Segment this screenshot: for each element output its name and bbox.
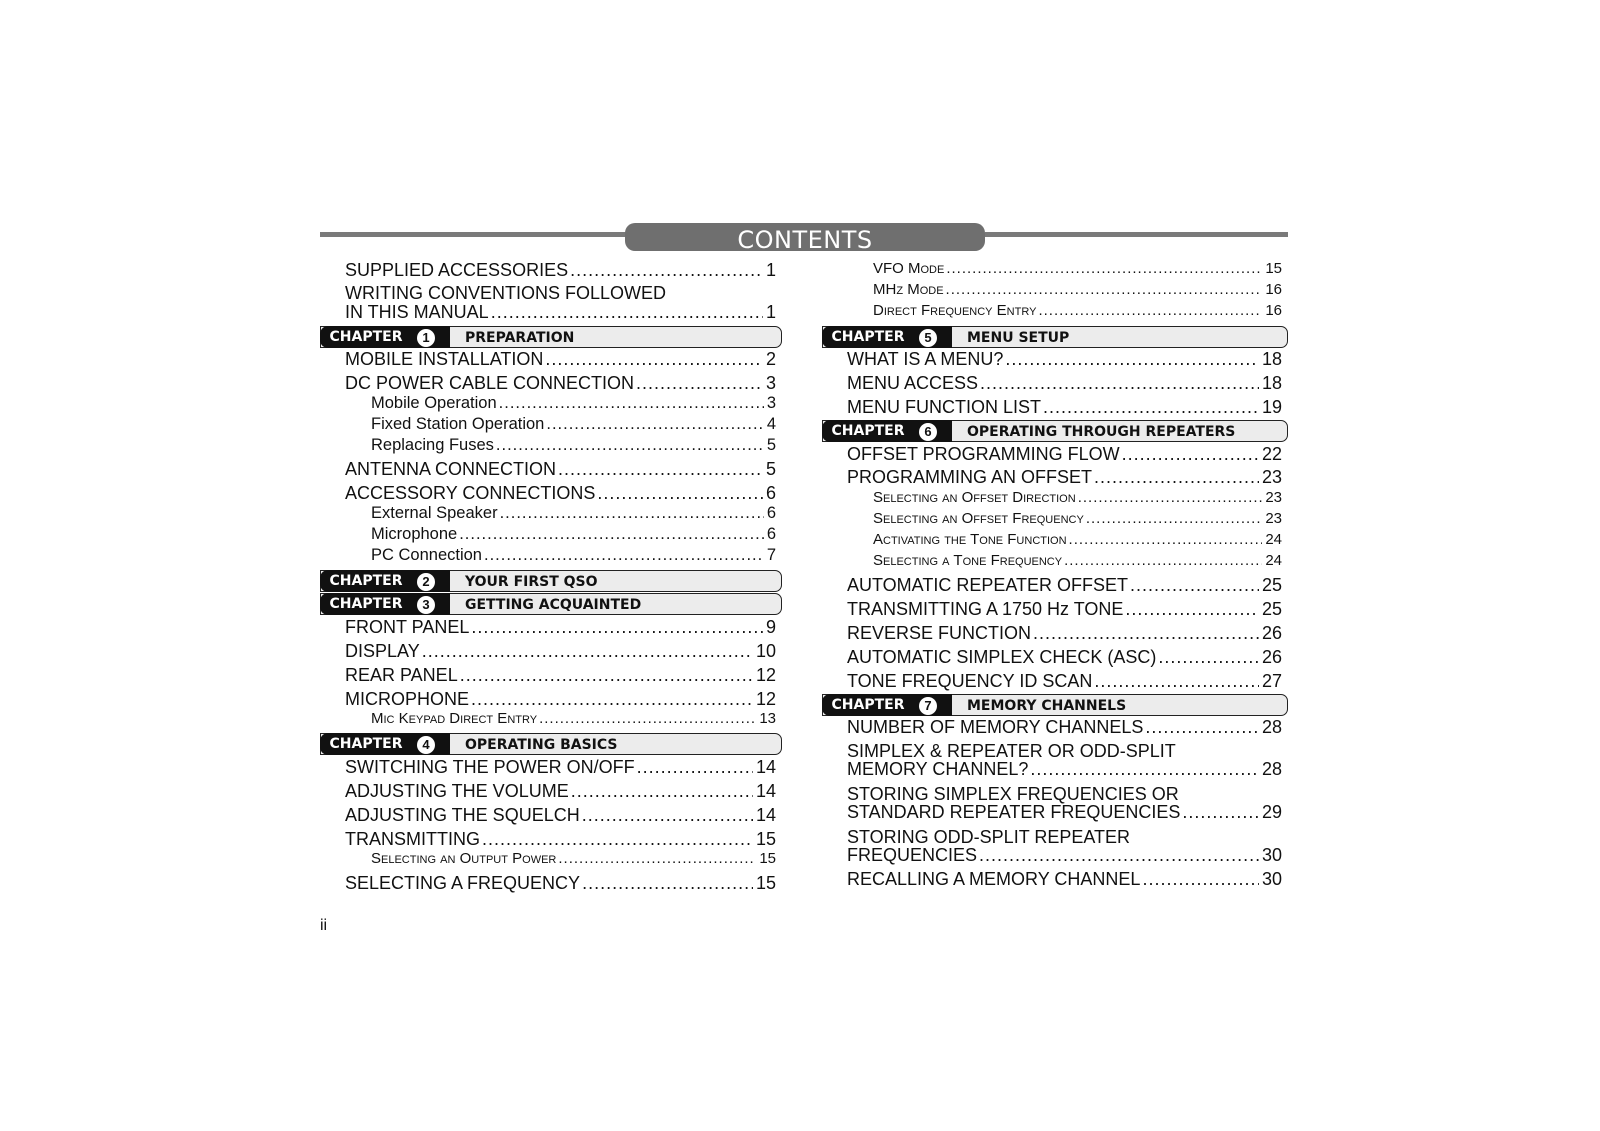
- toc-entry-title: AUTOMATIC SIMPLEX CHECK (ASC): [847, 647, 1157, 667]
- toc-entry[interactable]: [371, 546, 776, 565]
- toc-entry-title: ADJUSTING THE SQUELCH: [345, 805, 580, 825]
- dot-leader: [471, 617, 763, 638]
- toc-entry[interactable]: [847, 373, 1282, 394]
- toc-entry-page: 26: [1261, 647, 1282, 667]
- dot-leader: [484, 546, 764, 565]
- toc-entry-title: REAR PANEL: [345, 665, 458, 685]
- toc-entry-page: 30: [1261, 869, 1282, 889]
- toc-entry-title: SUPPLIED ACCESSORIES: [345, 260, 569, 280]
- dot-leader: [571, 781, 753, 802]
- chapter-number-badge: 5: [919, 329, 937, 347]
- toc-entry[interactable]: [345, 873, 776, 894]
- chapter-heading-3: [320, 593, 782, 615]
- dot-leader: [500, 504, 764, 523]
- toc-entry[interactable]: [873, 552, 1282, 569]
- toc-entry-page: 16: [1265, 302, 1282, 319]
- chapter-label: CHAPTER: [320, 326, 450, 348]
- toc-entry-title: Selecting an Offset Direction: [873, 489, 1076, 506]
- chapter-number-badge: 4: [417, 736, 435, 754]
- chapter-heading-5: [822, 326, 1288, 348]
- chapter-number-badge: 7: [919, 697, 937, 715]
- dot-leader: [1094, 467, 1259, 488]
- chapter-number-badge: 1: [417, 329, 435, 347]
- toc-entry[interactable]: [847, 397, 1282, 418]
- toc-entry-title: Direct Frequency Entry: [873, 302, 1037, 319]
- dot-leader: [1094, 671, 1259, 692]
- dot-leader: [482, 829, 753, 850]
- chapter-number-badge: 3: [417, 596, 435, 614]
- toc-entry-page: 28: [1261, 759, 1282, 779]
- toc-entry-title: TRANSMITTING A 1750 Hz TONE: [847, 599, 1124, 619]
- toc-entry-page: 23: [1265, 489, 1282, 506]
- toc-entry-page: 16: [1265, 281, 1282, 298]
- toc-entry-page: 7: [766, 546, 776, 564]
- toc-entry[interactable]: [345, 617, 776, 638]
- toc-entry[interactable]: [847, 599, 1282, 620]
- dot-leader: [570, 260, 763, 281]
- dot-leader: [946, 260, 1262, 277]
- toc-entry-page: 5: [766, 436, 776, 454]
- toc-entry-page: 3: [765, 373, 776, 393]
- dot-leader: [980, 373, 1259, 394]
- toc-entry[interactable]: [873, 260, 1282, 277]
- toc-entry[interactable]: [873, 510, 1282, 527]
- toc-entry[interactable]: [847, 575, 1282, 596]
- dot-leader: [558, 850, 756, 867]
- toc-entry-page: 15: [1265, 260, 1282, 277]
- toc-entry-page: 30: [1261, 845, 1282, 865]
- toc-entry-title: IN THIS MANUAL: [345, 302, 489, 322]
- chapter-label: CHAPTER: [822, 694, 952, 716]
- toc-entry-page: 4: [766, 415, 776, 433]
- header-rule-left: [320, 232, 630, 237]
- toc-entry[interactable]: [371, 525, 776, 544]
- toc-entry[interactable]: [371, 394, 776, 413]
- toc-entry[interactable]: [873, 531, 1282, 548]
- toc-entry-title: ACCESSORY CONNECTIONS: [345, 483, 596, 503]
- toc-entry-title: DISPLAY: [345, 641, 420, 661]
- toc-entry-title: MICROPHONE: [345, 689, 470, 709]
- toc-entry-page: 23: [1265, 510, 1282, 527]
- toc-entry[interactable]: [847, 444, 1282, 465]
- dot-leader: [539, 710, 756, 727]
- dot-leader: [499, 394, 764, 413]
- header-rule-right: [985, 232, 1288, 237]
- chapter-heading-6: [822, 420, 1288, 442]
- toc-entry-title: ANTENNA CONNECTION: [345, 459, 557, 479]
- toc-entry-page: 14: [755, 781, 776, 801]
- toc-entry-page: 10: [755, 641, 776, 661]
- dot-leader: [637, 757, 753, 778]
- toc-entry-heading-line[interactable]: SIMPLEX & REPEATER OR ODD-SPLIT: [847, 741, 1176, 761]
- dot-leader: [546, 415, 763, 434]
- toc-entry-page: 26: [1261, 623, 1282, 643]
- toc-entry[interactable]: [847, 647, 1282, 668]
- toc-entry[interactable]: [847, 845, 1282, 866]
- toc-entry[interactable]: [345, 459, 776, 480]
- dot-leader: [1125, 599, 1259, 620]
- toc-entry-title: Replacing Fuses: [371, 436, 494, 454]
- toc-entry-title: External Speaker: [371, 504, 498, 522]
- chapter-label: CHAPTER: [822, 326, 952, 348]
- toc-entry[interactable]: [345, 757, 776, 778]
- chapter-number-badge: 2: [417, 573, 435, 591]
- toc-entry-heading-line[interactable]: STORING ODD-SPLIT REPEATER: [847, 827, 1131, 847]
- toc-entry-page: 24: [1265, 552, 1282, 569]
- dot-leader: [545, 349, 763, 370]
- chapter-title: PREPARATION: [465, 330, 575, 346]
- toc-entry[interactable]: [847, 759, 1282, 780]
- toc-entry[interactable]: [345, 373, 776, 394]
- toc-entry[interactable]: [345, 665, 776, 686]
- chapter-title: MEMORY CHANNELS: [967, 698, 1127, 714]
- toc-entry-page: 18: [1261, 373, 1282, 393]
- toc-entry[interactable]: [345, 805, 776, 826]
- dot-leader: [1064, 552, 1262, 569]
- toc-entry-title: OFFSET PROGRAMMING FLOW: [847, 444, 1120, 464]
- toc-entry-page: 9: [765, 617, 776, 637]
- toc-entry[interactable]: [847, 717, 1282, 738]
- dot-leader: [422, 641, 753, 662]
- toc-entry-page: 27: [1261, 671, 1282, 691]
- toc-entry[interactable]: [873, 489, 1282, 506]
- toc-entry-title: NUMBER OF MEMORY CHANNELS: [847, 717, 1144, 737]
- toc-entry-heading-line[interactable]: STORING SIMPLEX FREQUENCIES OR: [847, 784, 1179, 804]
- toc-entry[interactable]: [371, 415, 776, 434]
- toc-entry-page: 15: [755, 873, 776, 893]
- chapter-title: MENU SETUP: [967, 330, 1070, 346]
- toc-entry-title: Selecting an Output Power: [371, 850, 557, 867]
- toc-entry-page: 1: [765, 260, 776, 280]
- toc-entry-page: 23: [1261, 467, 1282, 487]
- dot-leader: [1145, 717, 1259, 738]
- toc-entry[interactable]: [345, 302, 776, 323]
- chapter-label: CHAPTER: [320, 570, 450, 592]
- toc-entry-page: 25: [1261, 599, 1282, 619]
- toc-entry-title: Fixed Station Operation: [371, 415, 545, 433]
- dot-leader: [459, 525, 764, 544]
- chapter-label: CHAPTER: [320, 593, 450, 615]
- toc-entry-title: MENU FUNCTION LIST: [847, 397, 1042, 417]
- toc-entry-title: MEMORY CHANNEL?: [847, 759, 1029, 779]
- toc-entry-title: REVERSE FUNCTION: [847, 623, 1032, 643]
- toc-entry-title: Selecting a Tone Frequency: [873, 552, 1063, 569]
- dot-leader: [1033, 623, 1259, 644]
- dot-leader: [558, 459, 763, 480]
- chapter-label: CHAPTER: [320, 733, 450, 755]
- toc-entry[interactable]: [371, 710, 776, 727]
- dot-leader: [597, 483, 763, 504]
- toc-entry-title: AUTOMATIC REPEATER OFFSET: [847, 575, 1129, 595]
- dot-leader: [979, 845, 1259, 866]
- toc-entry-page: 6: [765, 483, 776, 503]
- toc-entry[interactable]: [371, 504, 776, 523]
- dot-leader: [1043, 397, 1259, 418]
- dot-leader: [946, 281, 1263, 298]
- toc-entry-title: DC POWER CABLE CONNECTION: [345, 373, 635, 393]
- dot-leader: [636, 373, 763, 394]
- toc-entry-page: 6: [766, 525, 776, 543]
- toc-entry-page: 15: [759, 850, 776, 867]
- toc-entry-page: 13: [759, 710, 776, 727]
- toc-entry-page: 1: [765, 302, 776, 322]
- dot-leader: [471, 689, 753, 710]
- toc-entry-page: 12: [755, 665, 776, 685]
- toc-entry-page: 19: [1261, 397, 1282, 417]
- toc-entry[interactable]: [345, 781, 776, 802]
- dot-leader: [1038, 302, 1262, 319]
- toc-entry[interactable]: [345, 641, 776, 662]
- toc-entry-page: 18: [1261, 349, 1282, 369]
- toc-entry[interactable]: [345, 349, 776, 370]
- toc-entry-page: 28: [1261, 717, 1282, 737]
- toc-entry-title: MENU ACCESS: [847, 373, 979, 393]
- dot-leader: [1122, 444, 1259, 465]
- toc-entry-title: PROGRAMMING AN OFFSET: [847, 467, 1093, 487]
- dot-leader: [1130, 575, 1259, 596]
- toc-entry-page: 12: [755, 689, 776, 709]
- toc-entry-page: 15: [755, 829, 776, 849]
- toc-entry-title: VFO Mode: [873, 260, 945, 277]
- toc-entry[interactable]: [345, 483, 776, 504]
- toc-entry-page: 14: [755, 757, 776, 777]
- toc-entry-page: 14: [755, 805, 776, 825]
- toc-entry-page: 25: [1261, 575, 1282, 595]
- toc-entry-page: 3: [766, 394, 776, 412]
- dot-leader: [582, 805, 753, 826]
- toc-entry[interactable]: [345, 260, 776, 281]
- toc-entry-page: 2: [765, 349, 776, 369]
- toc-entry-title: SWITCHING THE POWER ON/OFF: [345, 757, 635, 777]
- toc-entry[interactable]: [847, 671, 1282, 692]
- toc-entry[interactable]: [847, 349, 1282, 370]
- toc-entry-title: Activating the Tone Function: [873, 531, 1067, 548]
- toc-entry-page: 24: [1265, 531, 1282, 548]
- toc-entry-title: MHz Mode: [873, 281, 944, 298]
- chapter-number-badge: 6: [919, 423, 937, 441]
- chapter-label: CHAPTER: [822, 420, 952, 442]
- toc-entry-heading-line[interactable]: WRITING CONVENTIONS FOLLOWED: [345, 283, 667, 303]
- toc-entry-title: Selecting an Offset Frequency: [873, 510, 1084, 527]
- toc-entry[interactable]: [847, 802, 1282, 823]
- dot-leader: [1182, 802, 1259, 823]
- chapter-heading-7: [822, 694, 1288, 716]
- dot-leader: [1142, 869, 1259, 890]
- dot-leader: [1158, 647, 1259, 668]
- toc-entry[interactable]: [345, 829, 776, 850]
- chapter-title: OPERATING THROUGH REPEATERS: [967, 424, 1236, 440]
- chapter-title: YOUR FIRST QSO: [465, 574, 598, 590]
- toc-entry[interactable]: [873, 281, 1282, 298]
- dot-leader: [491, 302, 763, 323]
- dot-leader: [582, 873, 753, 894]
- toc-entry[interactable]: [847, 869, 1282, 890]
- toc-entry-title: Microphone: [371, 525, 458, 543]
- dot-leader: [1078, 489, 1263, 506]
- chapter-heading-4: [320, 733, 782, 755]
- toc-entry-page: 5: [765, 459, 776, 479]
- page-number: ii: [320, 917, 328, 934]
- contents-title: CONTENTS: [625, 223, 985, 251]
- toc-entry-title: PC Connection: [371, 546, 482, 564]
- chapter-title: GETTING ACQUAINTED: [465, 597, 642, 613]
- toc-entry[interactable]: [847, 467, 1282, 488]
- dot-leader: [1030, 759, 1259, 780]
- chapter-title: OPERATING BASICS: [465, 737, 618, 753]
- toc-entry-title: FRONT PANEL: [345, 617, 470, 637]
- toc-entry-title: Mobile Operation: [371, 394, 497, 412]
- dot-leader: [1086, 510, 1263, 527]
- toc-entry-title: MOBILE INSTALLATION: [345, 349, 544, 369]
- toc-entry-title: RECALLING A MEMORY CHANNEL: [847, 869, 1141, 889]
- dot-leader: [1005, 349, 1259, 370]
- toc-entry-title: SELECTING A FREQUENCY: [345, 873, 581, 893]
- toc-entry[interactable]: [847, 623, 1282, 644]
- toc-entry-title: Mic Keypad Direct Entry: [371, 710, 538, 727]
- toc-entry-title: STANDARD REPEATER FREQUENCIES: [847, 802, 1181, 822]
- toc-entry[interactable]: [873, 302, 1282, 319]
- toc-entry-page: 22: [1261, 444, 1282, 464]
- toc-entry-title: TRANSMITTING: [345, 829, 480, 849]
- toc-entry-title: FREQUENCIES: [847, 845, 978, 865]
- dot-leader: [496, 436, 764, 455]
- toc-entry-page: 29: [1261, 802, 1282, 822]
- dot-leader: [1069, 531, 1263, 548]
- toc-entry[interactable]: [371, 436, 776, 455]
- toc-entry-page: 6: [766, 504, 776, 522]
- toc-entry[interactable]: [345, 689, 776, 710]
- toc-entry-title: ADJUSTING THE VOLUME: [345, 781, 569, 801]
- toc-entry-title: TONE FREQUENCY ID SCAN: [847, 671, 1093, 691]
- toc-entry-title: WHAT IS A MENU?: [847, 349, 1004, 369]
- chapter-heading-2: [320, 570, 782, 592]
- toc-entry[interactable]: [371, 850, 776, 867]
- dot-leader: [460, 665, 753, 686]
- chapter-heading-1: [320, 326, 782, 348]
